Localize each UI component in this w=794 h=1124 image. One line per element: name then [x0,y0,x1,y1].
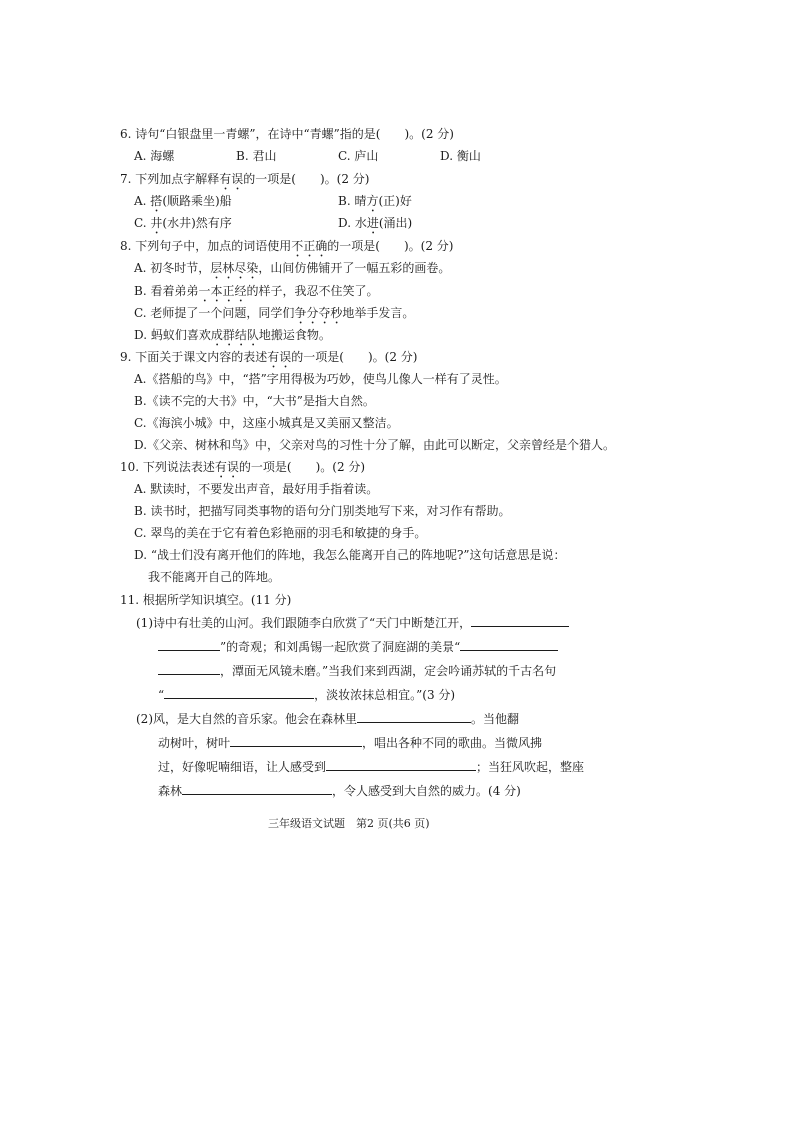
q10-stem: 10. 下列说法表述有误的一项是( )。(2 分) [120,460,366,474]
answer-blank[interactable] [460,638,558,651]
q10-option-c: C. 翠鸟的美在于它有着色彩艳丽的羽毛和敏捷的身手。 [134,526,427,540]
q8-option-a: A. 初冬时节，层林尽染，山间仿佛铺开了一幅五彩的画卷。 [134,261,451,275]
q9-option-b: B.《读不完的大书》中，“大书”是指大自然。 [134,394,375,408]
answer-blank[interactable] [158,662,220,675]
q8-stem: 8. 下列句子中，加点的词语使用不正确的一项是( )。(2 分) [120,239,454,253]
q7-option-d: D. 水进(涌出) [338,216,413,230]
q6-option-a: A. 海螺 [134,149,175,163]
answer-blank[interactable] [326,758,476,771]
q9-option-c: C.《海滨小城》中，这座小城真是又美丽又整洁。 [134,416,399,430]
q7-option-b: B. 晴方(正)好 [338,194,412,208]
q11-part2-line4: 森林 ，令人感受到大自然的威力。(4 分) [158,784,521,798]
answer-blank[interactable] [357,710,471,723]
q10-option-b: B. 读书时，把描写同类事物的语句分门别类地写下来，对习作有帮助。 [134,504,511,518]
q8-option-b: B. 看着弟弟一本正经的样子，我忍不住笑了。 [134,284,379,298]
q6-stem: 6. 诗句“白银盘里一青螺”，在诗中“青螺”指的是( )。(2 分) [120,127,454,141]
q11-part2-line2: 动树叶，树叶 ，唱出各种不同的歌曲。当微风拂 [158,736,543,750]
q10-option-a: A. 默读时，不要发出声音，最好用手指着读。 [134,482,379,496]
answer-blank[interactable] [230,734,362,747]
q6-option-c: C. 庐山 [338,149,379,163]
q10-option-d: D. “战士们没有离开他们的阵地，我怎么能离开自己的阵地呢?”这句话意思是说： [134,548,566,562]
q7-option-c: C. 井(水井)然有序 [134,216,232,230]
q7-option-a: A. 搭(顺路乘坐)船 [134,194,232,208]
q11-part1-line2: ”的奇观；和刘禹锡一起欣赏了洞庭湖的美景“ [158,638,558,655]
q6-option-d: D. 衡山 [440,149,481,163]
q11-part1-line3: ，潭面无风镜未磨。”当我们来到西湖，定会吟诵苏轼的千古名句 [158,662,556,679]
answer-blank[interactable] [182,782,332,795]
q11-part1-line4: “ ，淡妆浓抹总相宜。”(3 分) [158,688,456,702]
answer-blank[interactable] [164,686,314,699]
q9-option-d: D.《父亲、树林和鸟》中，父亲对鸟的习性十分了解，由此可以断定，父亲曾经是个猎人。 [134,438,616,452]
q8-option-d: D. 蚂蚁们喜欢成群结队地搬运食物。 [134,328,331,342]
q10-option-d-continued: 我不能离开自己的阵地。 [148,570,281,584]
q6-option-b: B. 君山 [236,149,277,163]
q9-stem: 9. 下面关于课文内容的表述有误的一项是( )。(2 分) [120,350,418,364]
q9-option-a: A.《搭船的鸟》中，“搭”字用得极为巧妙，使鸟儿像人一样有了灵性。 [134,372,507,386]
answer-blank[interactable] [158,638,220,651]
q11-part2-line1: (2)风，是大自然的音乐家。他会在森林里 。当他翻 [136,712,520,726]
q7-stem: 7. 下列加点字解释有误的一项是( )。(2 分) [120,172,370,186]
page-footer: 三年级语文试题 第2 页(共6 页) [268,817,430,830]
q11-stem: 11. 根据所学知识填空。(11 分) [120,593,292,607]
q11-part1-line1: (1)诗中有壮美的山河。我们跟随李白欣赏了“天门中断楚江开， [136,614,569,631]
q8-option-c: C. 老师提了一个问题，同学们争分夺秒地举手发言。 [134,306,415,320]
answer-blank[interactable] [471,614,569,627]
q11-part2-line3: 过，好像呢喃细语，让人感受到 ；当狂风吹起，整座 [158,760,585,774]
